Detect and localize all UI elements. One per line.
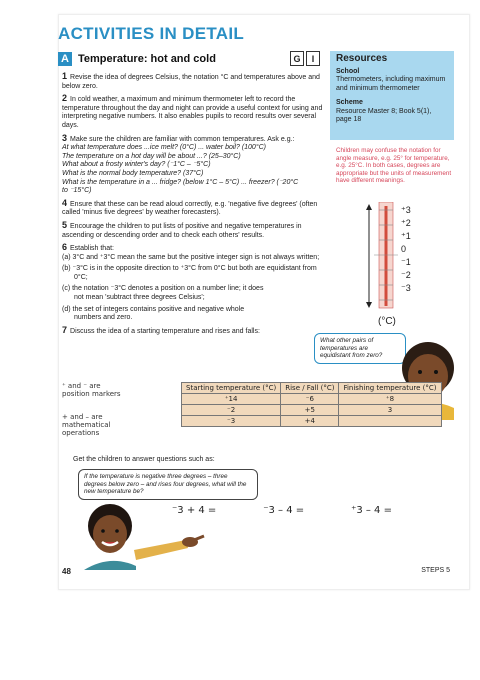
speech-bubble-question: If the temperature is negative three degrees – three degrees below zero – and rises four degrees, what will the new temperature be? [78, 469, 258, 500]
main-text [62, 72, 324, 339]
table-cell: ⁻3 [182, 416, 281, 427]
scheme-label: Scheme [336, 99, 363, 106]
col-header: Rise / Fall (°C) [281, 383, 339, 394]
scale-label: ⁻1 [401, 257, 411, 267]
table-cell: ⁺8 [339, 394, 441, 405]
individual-badge: I [306, 51, 320, 66]
scale-label: ⁻3 [401, 283, 411, 293]
item-2: 2 In cold weather, a maximum and minimum thermometer left to record the temperature throughout the day and night can provide a useful context for using and interpreting negative numbers. It also enables pupils to record results over several days. [62, 93, 323, 129]
table-cell: ⁺14 [182, 394, 281, 405]
operations-label: + and – are mathematical operations [62, 413, 111, 437]
table-row [182, 394, 442, 405]
page-number: 48 [62, 567, 71, 576]
item-4: 4 Ensure that these can be read aloud correctly, e.g. 'negative five degrees' (often called 'minus five degrees' by weather forecasters). [62, 197, 318, 217]
resources-box [330, 51, 454, 140]
margin-note: Children may confuse the notation for angle measure, e.g. 25° for temperature, e.g. 25°C. In both cases, degrees are appropriate but the units of measurement have different meanings. [336, 147, 452, 185]
scale-label: ⁺2 [401, 218, 411, 228]
thermometer-scale [401, 204, 411, 295]
temperature-table [181, 382, 442, 427]
school-label: School [336, 67, 360, 75]
item-7: 7 Discuss the idea of a starting temperature and rises and falls: [62, 324, 260, 335]
item-1: 1 Revise the idea of degrees Celsius, the notation °C and temperatures above and below zero. [62, 71, 320, 90]
item-6b: (b) ⁻3°C is in the opposite direction to ⁺3°C from 0°C but both are equidistant from 0°C; [62, 265, 317, 281]
item-5: 5 Encourage the children to put lists of positive and negative temperatures in ascending or descending order and to check each others' results. [62, 219, 302, 239]
sums-row [172, 505, 392, 516]
thermometer-unit: (°C) [378, 316, 396, 327]
sum-3: ⁺3 – 4 = [351, 505, 392, 516]
table-cell: +4 [281, 416, 339, 427]
question: What is the temperature in a ... fridge? (below 1°C – 5°C) ... freezer? (⁻20°C to ⁻15°C) [62, 178, 299, 195]
scale-label: ⁺3 [401, 205, 411, 215]
group-badge: G [290, 51, 304, 66]
sum-1: ⁻3 + 4 = [172, 505, 217, 516]
resources-heading: Resources [336, 53, 388, 64]
position-markers-label: ⁺ and ⁻ are position markers [62, 382, 121, 398]
footer-steps: STEPS 5 [421, 567, 450, 574]
scheme-text: Resource Master 8; Book 5(1), page 18 [336, 107, 432, 123]
item-6c: (c) the notation ⁻3°C denotes a position on a number line; it does not mean 'subtract three degrees Celsius'; [62, 285, 264, 302]
item-6: 6 Establish that: [62, 242, 114, 253]
scale-label: ⁺1 [401, 231, 411, 241]
question: The temperature on a hot day will be about ...? (25–30°C) [62, 152, 241, 160]
col-header: Starting temperature (°C) [182, 383, 281, 394]
section-letter: A [58, 52, 72, 66]
question: What about a frosty winter's day? (⁻1°C – ⁻5°C) [62, 161, 211, 169]
sum-2: ⁻3 – 4 = [263, 505, 305, 516]
get-children-text: Get the children to answer questions such as: [73, 456, 215, 463]
school-text: Thermometers, including maximum and minimum thermometer [336, 76, 446, 92]
table-cell: ⁻6 [281, 394, 339, 405]
speech-bubble-pairs: What other pairs of temperatures are equidistant from zero? [314, 333, 406, 364]
table-cell: 3 [339, 405, 441, 416]
col-header: Finishing temperature (°C) [339, 383, 441, 394]
scale-label: 0 [401, 244, 407, 254]
up-down-arrow-icon [365, 204, 373, 308]
item-6d: (d) the set of integers contains positive and negative whole numbers and zero. [62, 305, 245, 322]
table-cell [339, 416, 441, 427]
table-row [182, 405, 442, 416]
thermometer [374, 202, 398, 314]
table-cell: +5 [281, 405, 339, 416]
group-icons [290, 51, 320, 66]
item-6a: (a) 3°C and ⁺3°C mean the same but the positive integer sign is not always written; [62, 253, 320, 261]
question: At what temperature does ...ice melt? (0°C) ... water boil? (100°C) [62, 144, 267, 152]
section-header [58, 51, 322, 67]
question: What is the normal body temperature? (37°C) [62, 169, 204, 177]
table-cell: ⁻2 [182, 405, 281, 416]
table-row [182, 416, 442, 427]
item-3: 3 Make sure the children are familiar with common temperatures. Ask e.g.: [62, 132, 295, 143]
scale-label: ⁻2 [401, 270, 411, 280]
page-title: ACTIVITIES IN DETAIL [58, 24, 245, 43]
section-title: Temperature: hot and cold [78, 53, 216, 65]
